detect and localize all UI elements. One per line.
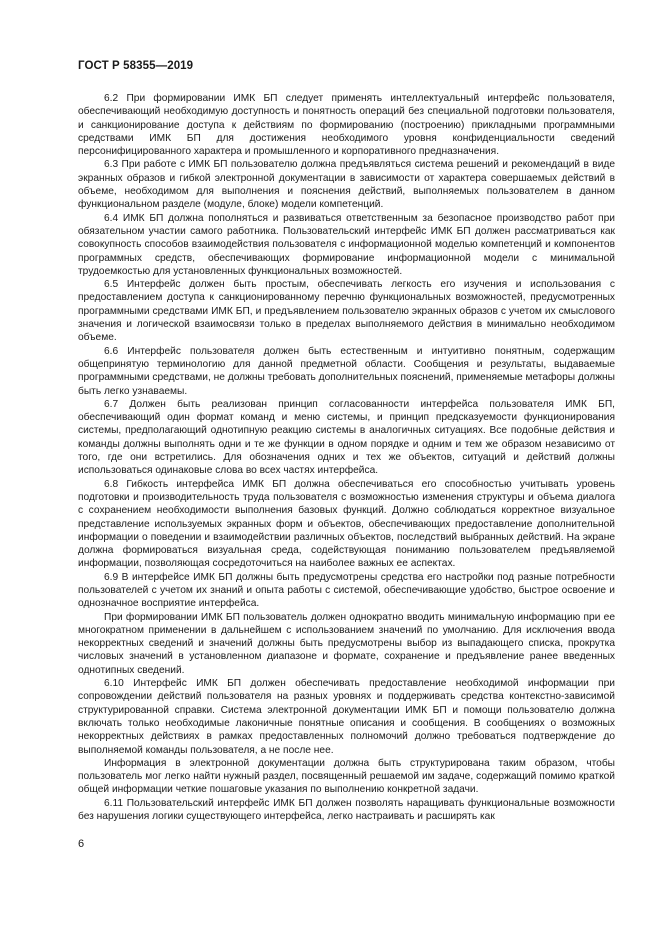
standard-header: ГОСТ Р 58355—2019: [78, 60, 194, 72]
paragraph-6-3: 6.3 При работе с ИМК БП пользователю должна предъявляться система решений и рекомендаций в виде экранных образов и гибкой электронной документации в зависимости от характера совершаемых действий в объеме, необходимом для выполнения и пояснения действий, выполняемых пользователем в данном функциональном разделе (модуле, блоке) модели компетенций.: [78, 159, 615, 211]
paragraph-6-4: 6.4 ИМК БП должна пополняться и развиваться ответственным за безопасное производство работ при обязательном участии самого работника. Пользовательский интерфейс ИМК БП должен рассматриваться как совокупность способов взаимодействия пользователя с информационной моделью компетенций и компонентов программных средств, обеспечивающих формирование информационной модели с минимальной трудоемкостью для установленных функциональных возможностей.: [78, 212, 615, 277]
paragraph-6-8: 6.8 Гибкость интерфейса ИМК БП должна обеспечиваться его способностью учитывать уровень подготовки и производительность труда пользователя с возможностью изменения структуры и объема диалога с сохранением необходимости выполнения базовых функций. Должно соблюдаться корректное визуальное представление используемых экранных форм и объектов, обеспечивающих предоставление дополнительной информации о поведении и взаимодействии различных объектов, последствий выбранных действий. На экране должна формироваться визуальная среда, содействующая пониманию пользователем предъявляемой информации, позволяющая сосредоточиться на наиболее важных ее аспектах.: [78, 478, 615, 570]
paragraph-6-11: 6.11 Пользовательский интерфейс ИМК БП должен позволять наращивать функциональные возможности без нарушения логики существующего интерфейса, легко настраивать и расширять как: [78, 797, 615, 823]
paragraph-6-9-continued: При формировании ИМК БП пользователь должен однократно вводить минимальную информацию при ее многократном применении в дальнейшем с использованием значений по умолчанию. Для исключения ввода некорректных сведений и значений должны быть предусмотрены выбор из выпадающего списка, прокрутка числовых значений в установленном диапазоне и формате, сохранение и предъявление ранее введенных однотипных сведений.: [78, 611, 615, 676]
document-body: [78, 92, 615, 823]
paragraph-6-7: 6.7 Должен быть реализован принцип согласованности интерфейса пользователя ИМК БП, обеспечивающий один формат команд и меню системы, и принцип предсказуемости функционирования системы, предполагающий однотипную реакцию системы в аналогичных ситуациях. Все подобные действия и команды должны выполнять одни и те же функции в одном порядке и одним и тем же образом независимо от того, где они встретились. Для обозначения одних и тех же объектов, ситуаций и действий должны использоваться одинаковые слова во всех частях интерфейса.: [78, 398, 615, 477]
paragraph-6-10-continued: Информация в электронной документации должна быть структурирована таким образом, чтобы пользователь мог легко найти нужный раздел, посвященный решаемой им задаче, содержащий помимо краткой общей информации четкие пошаговые указания по выполнению конкретной задачи.: [78, 757, 615, 796]
paragraph-6-6: 6.6 Интерфейс пользователя должен быть естественным и интуитивно понятным, содержащим общепринятую терминологию для данной предметной области. Сообщения и результаты, выдаваемые программными средствами, не должны требовать дополнительных пояснений, применяемые метафоры должны быть легко узнаваемы.: [78, 345, 615, 397]
page-number: 6: [78, 838, 85, 850]
paragraph-6-2: 6.2 При формировании ИМК БП следует применять интеллектуальный интерфейс пользователя, обеспечивающий необходимую доступность и понятность операций без специальной подготовки пользователя, и санкционирование доступа к действиям по формированию (построению) прикладными программными средствами ИМК БП для достижения необходимого уровня конфиденциальности сведений персонифицированного характера и промышленного и корпоративного предназначения.: [78, 93, 615, 158]
paragraph-6-9: 6.9 В интерфейсе ИМК БП должны быть предусмотрены средства его настройки под разные потребности пользователей с учетом их знаний и опыта работы с системой, обеспечивающие удобство, быстрое освоение и однозначное восприятие интерфейса.: [78, 571, 615, 610]
paragraph-6-5: 6.5 Интерфейс должен быть простым, обеспечивать легкость его изучения и использования с предоставлением доступа к санкционированному перечню функциональных возможностей, предусмотренных программными средствами ИМК БП, и предъявлением пользователю экранных образов с учетом их смыслового значения и логической взаимосвязи только в пределах выполняемого действия в минимально необходимом объеме.: [78, 279, 615, 344]
paragraph-6-10: 6.10 Интерфейс ИМК БП должен обеспечивать предоставление необходимой информации при сопровождении действий пользователя на разных уровнях и поддерживать средства контекстно-зависимой структурированной справки. Система электронной документации ИМК БП и помощи пользователю должна включать только необходимые лаконичные понятные описания и сообщения. В сообщениях о возможных некорректных действиях в рамках предоставленных полномочий должно требоваться подтверждение до выполняемой команды пользователя, а не после нее.: [78, 678, 615, 756]
